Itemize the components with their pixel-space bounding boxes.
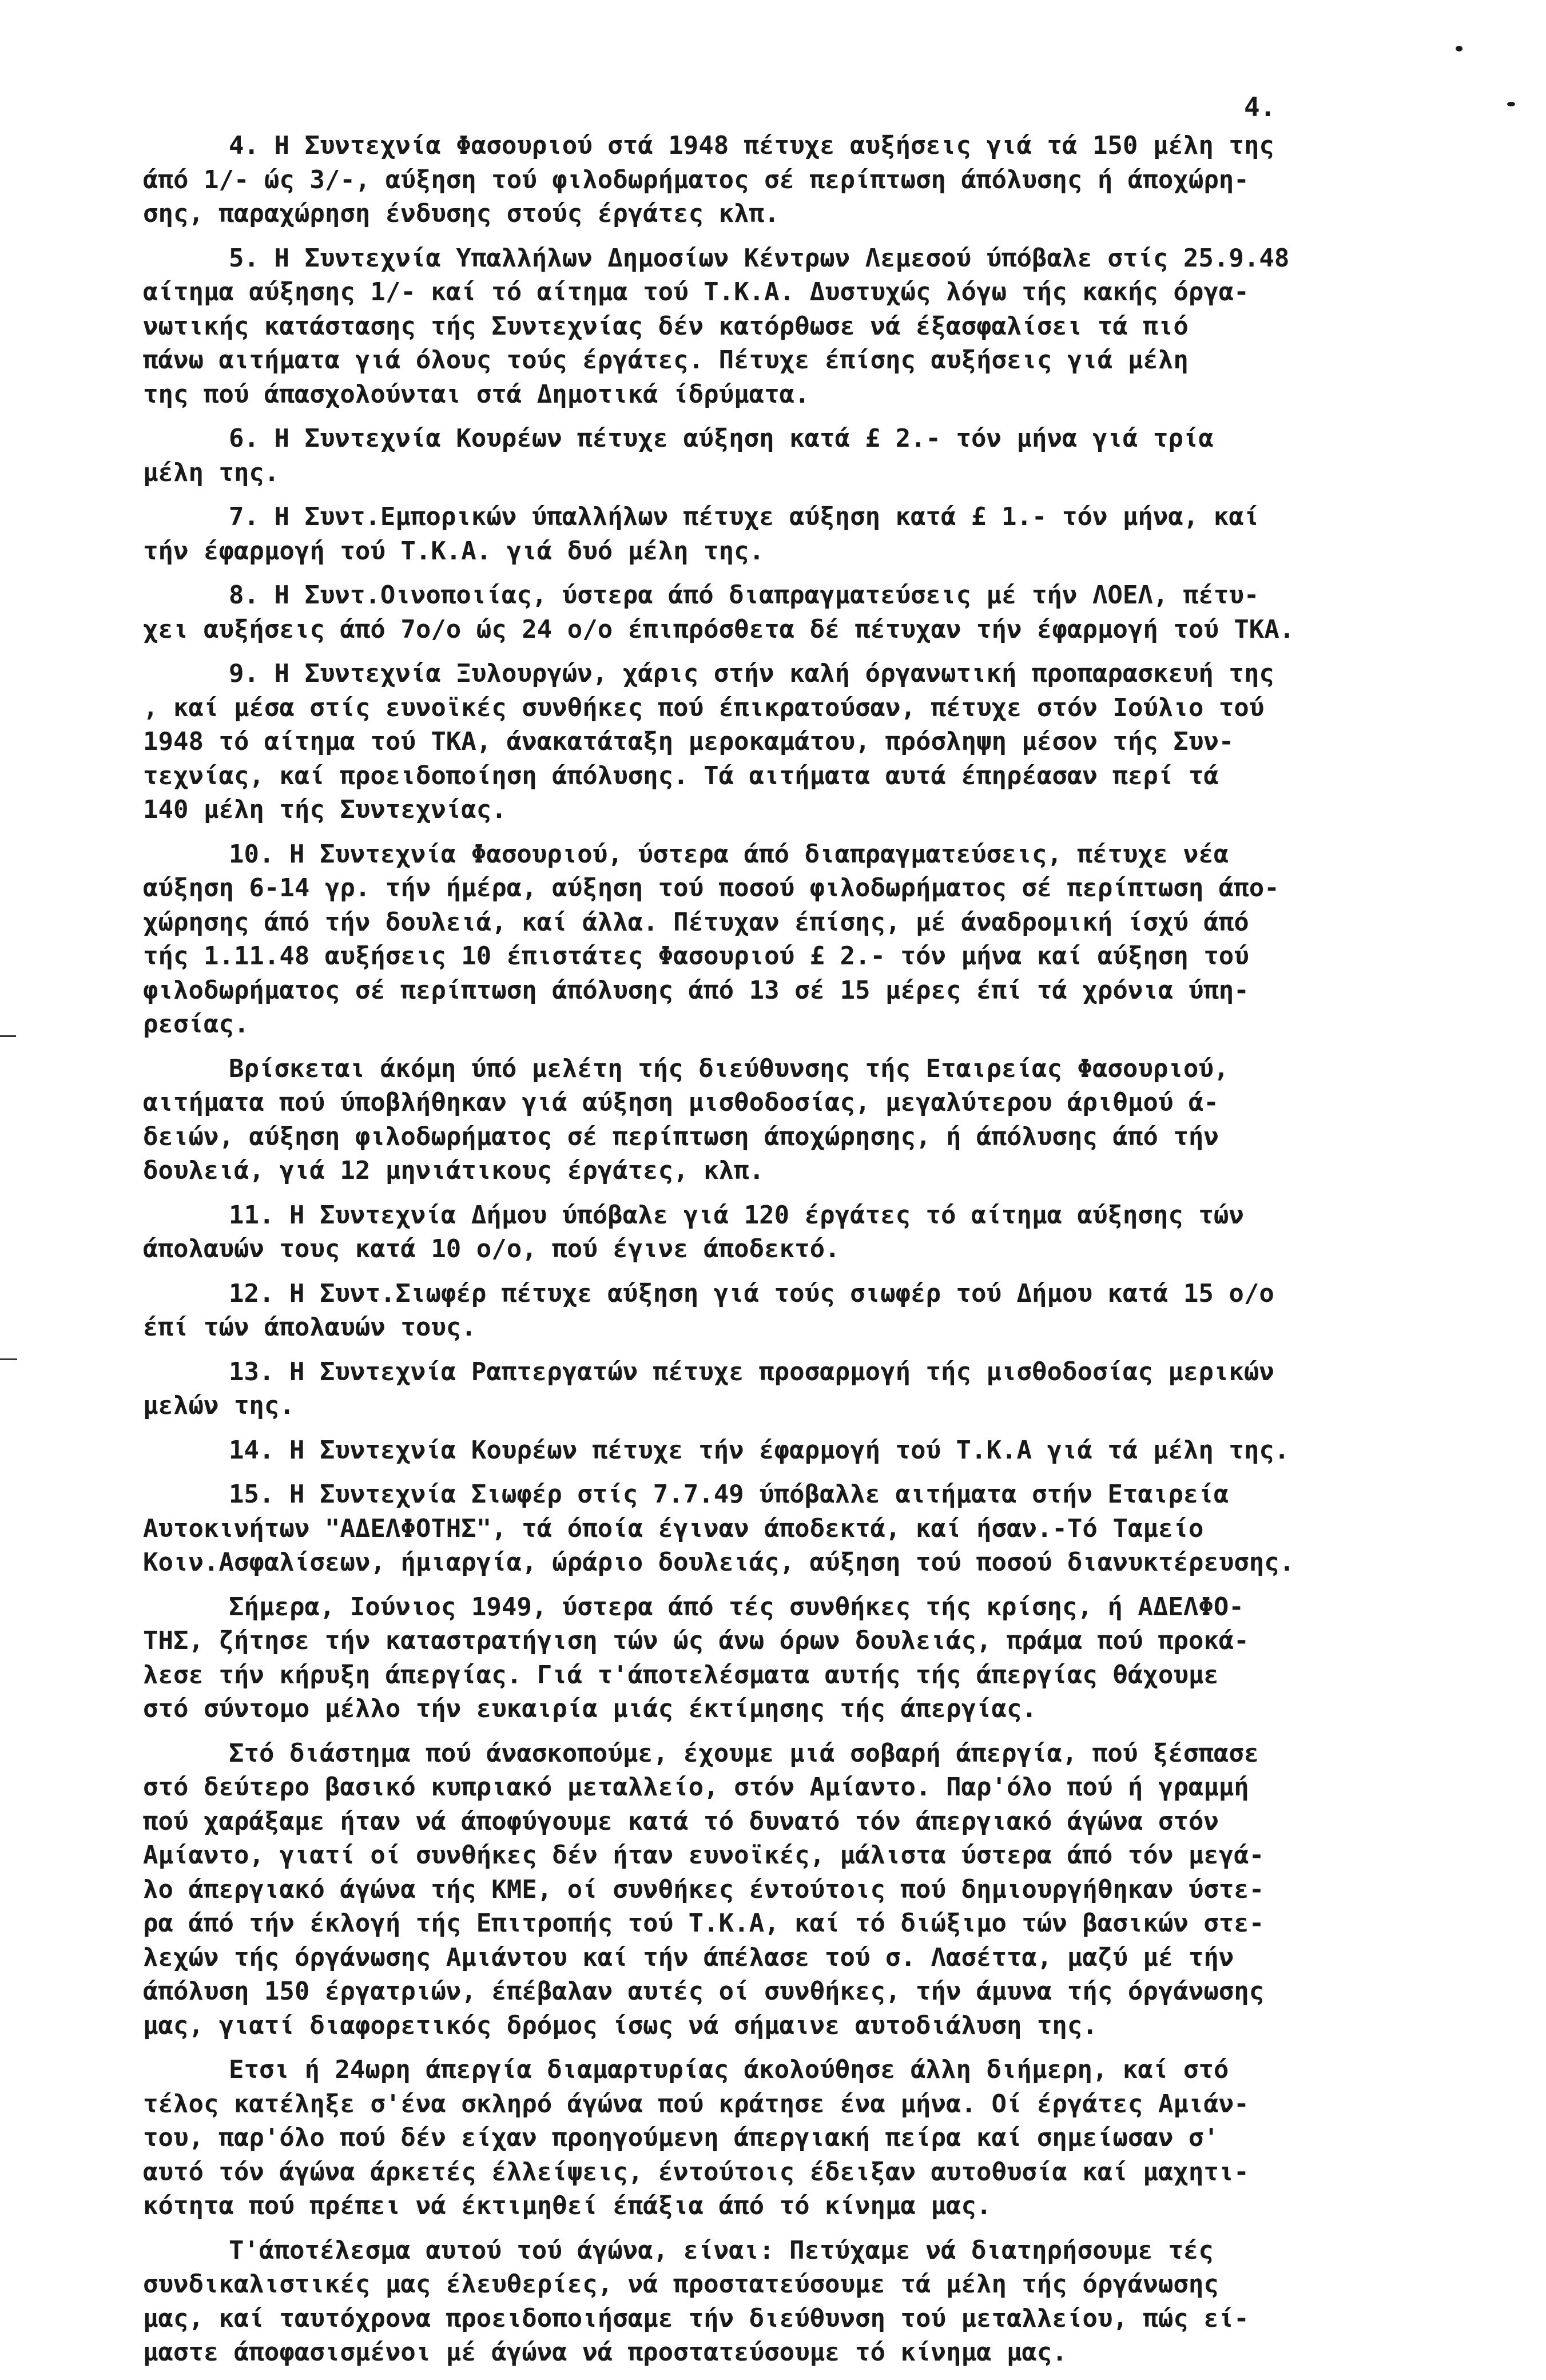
paragraph-11: 11. Η Συντεχνία Δήμου ύπόβαλε γιά 120 έργάτες τό αίτημα αύξησης τών άπολαυών τους κατά 10 ο/ο, πού έγινε άποδεκτό. bbox=[143, 1200, 1244, 1263]
paragraph-amiantos-strike: Στό διάστημα πού άνασκοπούμε, έχουμε μιά σοβαρή άπεργία, πού ξέσπασε στό δεύτερο βασικό κυπριακό μεταλλείο, στόν Αμίαντο. Παρ'όλο πού ή γραμμή πού χαράξαμε ήταν νά άποφύγουμε κατά τό δυνατό τόν άπεργιακό άγώνα στόν Αμίαντο, γιατί οί συνθήκες δέν ήταν ευνοϊκές, μάλιστα ύστερα άπό τόν μεγά- λο άπεργιακό άγώνα τής ΚΜΕ, οί συνθήκες έντούτοις πού δημιουργήθηκαν ύστε- ρα άπό τήν έκλογή τής Επιτροπής τού Τ.Κ.Α, καί τό διώξιμο τών βασικών στε- λεχών τής όργάνωσης Αμιάντου καί τήν άπέλασε τού σ. Λασέττα, μαζύ μέ τήν άπόλυση 150 έργατριών, έπέβαλαν αυτές οί συνθήκες, τήν άμυνα τής όργάνωσης μας, γιατί διαφορετικός δρόμος ίσως νά σήμαινε αυτοδιάλυση της. bbox=[143, 1738, 1265, 2040]
ink-speck bbox=[1507, 102, 1515, 106]
margin-mark bbox=[0, 1358, 17, 1360]
paragraph-4: 4. Η Συντεχνία Φασουριού στά 1948 πέτυχε αυξήσεις γιά τά 150 μέλη της άπό 1/- ώς 3/-, αύξηση τού φιλοδωρήματος σέ περίπτωση άπόλυσης ή άποχώρη- σης, παραχώρηση ένδυσης στούς έργάτες κλπ. bbox=[143, 131, 1274, 228]
paragraph-5: 5. Η Συντεχνία Υπαλλήλων Δημοσίων Κέντρων Λεμεσού ύπόβαλε στίς 25.9.48 αίτημα αύξησης 1/- καί τό αίτημα τού Τ.Κ.Α. Δυστυχώς λόγω τής κακής όργα- νωτικής κατάστασης τής Συντεχνίας δέν κατόρθωσε νά έξασφαλίσει τά πιό πάνω αιτήματα γιά όλους τούς έργάτες. Πέτυχε έπίσης αυξήσεις γιά μέλη της πού άπασχολούνται στά Δημοτικά ίδρύματα. bbox=[143, 243, 1290, 409]
paragraph-6: 6. Η Συντεχνία Κουρέων πέτυχε αύξηση κατά £ 2.- τόν μήνα γιά τρία μέλη της. bbox=[143, 424, 1214, 487]
margin-mark bbox=[0, 1035, 16, 1037]
paragraph-9: 9. Η Συντεχνία Ξυλουργών, χάρις στήν καλή όργανωτική προπαρασκευή της , καί μέσα στίς ευνοϊκές συνθήκες πού έπικρατούσαν, πέτυχε στόν Ιούλιο τού 1948 τό αίτημα τού ΤΚΑ, άνακατάταξη μεροκαμάτου, πρόσληψη μέσον τής Συν- τεχνίας, καί προειδοποίηση άπόλυσης. Τά αιτήματα αυτά έπηρέασαν περί τά 140 μέλη τής Συντεχνίας. bbox=[143, 659, 1274, 824]
paragraph-7: 7. Η Συντ.Εμπορικών ύπαλλήλων πέτυχε αύξηση κατά £ 1.- τόν μήνα, καί τήν έφαρμογή τού Τ.Κ.Α. γιά δυό μέλη της. bbox=[143, 502, 1259, 566]
page-number: 4. bbox=[1244, 92, 1276, 122]
document-body bbox=[143, 129, 1476, 2380]
ink-speck bbox=[1456, 46, 1462, 51]
paragraph-strike-result: Τ'άποτέλεσμα αυτού τού άγώνα, είναι: Πετύχαμε νά διατηρήσουμε τές συνδικαλιστικές μας έλευθερίες, νά προστατεύσουμε τά μέλη τής όργάνωσης μας, καί ταυτόχρονα προειδοποιήσαμε τήν διεύθυνση τού μεταλλείου, πώς εί- μαστε άποφασισμένοι μέ άγώνα νά προστατεύσουμε τό κίνημα μας. bbox=[143, 2235, 1249, 2367]
paragraph-13: 13. Η Συντεχνία Ραπτεργατών πέτυχε προσαρμογή τής μισθοδοσίας μερικών μελών της. bbox=[143, 1357, 1274, 1420]
paragraph-12: 12. Η Συντ.Σιωφέρ πέτυχε αύξηση γιά τούς σιωφέρ τού Δήμου κατά 15 ο/ο έπί τών άπολαυών τους. bbox=[143, 1278, 1274, 1342]
paragraph-10: 10. Η Συντεχνία Φασουριού, ύστερα άπό διαπραγματεύσεις, πέτυχε νέα αύξηση 6-14 γρ. τήν ήμέρα, αύξηση τού ποσού φιλοδωρήματος σέ περίπτωση άπο- χώρησης άπό τήν δουλειά, καί άλλα. Πέτυχαν έπίσης, μέ άναδρομική ίσχύ άπό τής 1.11.48 αυξήσεις 10 έπιστάτες Φασουριού £ 2.- τόν μήνα καί αύξηση τού φιλοδωρήματος σέ περίπτωση άπόλυσης άπό 13 σέ 15 μέρες έπί τά χρόνια ύπη- ρεσίας. bbox=[143, 839, 1279, 1039]
paragraph-10-continued: Βρίσκεται άκόμη ύπό μελέτη τής διεύθυνσης τής Εταιρείας Φασουριού, αιτήματα πού ύποβλήθηκαν γιά αύξηση μισθοδοσίας, μεγαλύτερου άριθμού ά- δειών, αύξηση φιλοδωρήματος σέ περίπτωση άποχώρησης, ή άπόλυσης άπό τήν δουλειά, γιά 12 μηνιάτικους έργάτες, κλπ. bbox=[143, 1054, 1229, 1185]
paragraph-8: 8. Η Συντ.Οινοποιίας, ύστερα άπό διαπραγματεύσεις μέ τήν ΛΟΕΛ, πέτυ- χει αυξήσεις άπό 7ο/ο ώς 24 ο/ο έπιπρόσθετα δέ πέτυχαν τήν έφαρμογή τού ΤΚΑ. bbox=[143, 581, 1295, 644]
paragraph-14: 14. Η Συντεχνία Κουρέων πέτυχε τήν έφαρμογή τού Τ.Κ.Α γιά τά μέλη της. bbox=[229, 1435, 1290, 1465]
paragraph-adelfotis-strike: Σήμερα, Ιούνιος 1949, ύστερα άπό τές συνθήκες τής κρίσης, ή ΑΔΕΛΦΟ- ΤΗΣ, ζήτησε τήν καταστρατήγιση τών ώς άνω όρων δουλειάς, πράμα πού προκά- λεσε τήν κήρυξη άπεργίας. Γιά τ'άποτελέσματα αυτής τής άπεργίας θάχουμε στό σύντομο μέλλο τήν ευκαιρία μιάς έκτίμησης τής άπεργίας. bbox=[143, 1592, 1249, 1723]
paragraph-15: 15. Η Συντεχνία Σιωφέρ στίς 7.7.49 ύπόβαλλε αιτήματα στήν Εταιρεία Αυτοκινήτων "ΑΔΕΛΦΟΤΗΣ", τά όποία έγιναν άποδεκτά, καί ήσαν.-Τό Ταμείο Κοιν.Ασφαλίσεων, ήμιαργία, ώράριο δουλειάς, αύξηση τού ποσού διανυκτέρευσης. bbox=[143, 1480, 1295, 1577]
paragraph-strike-course: Ετσι ή 24ωρη άπεργία διαμαρτυρίας άκολούθησε άλλη διήμερη, καί στό τέλος κατέληξε σ'ένα σκληρό άγώνα πού κράτησε ένα μήνα. Οί έργάτες Αμιάν- του, παρ'όλο πού δέν είχαν προηγούμενη άπεργιακή πείρα καί σημείωσαν σ' αυτό τόν άγώνα άρκετές έλλείψεις, έντούτοις έδειξαν αυτοθυσία καί μαχητι- κότητα πού πρέπει νά έκτιμηθεί έπάξια άπό τό κίνημα μας. bbox=[143, 2055, 1249, 2220]
